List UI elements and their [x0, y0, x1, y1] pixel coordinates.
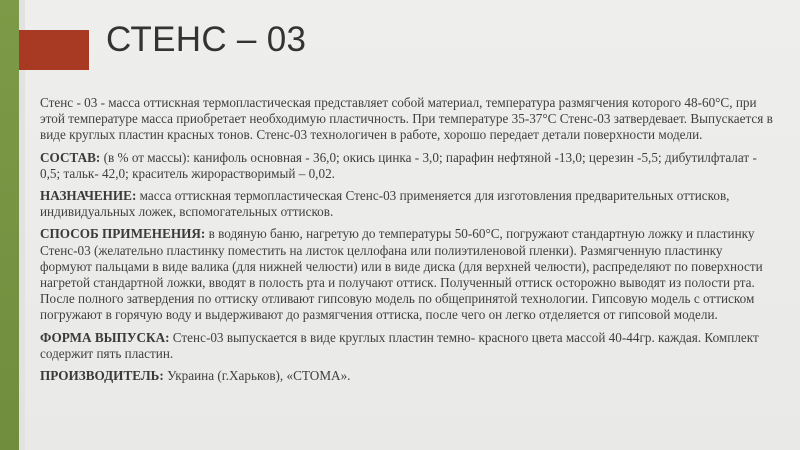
form-paragraph — [40, 330, 775, 362]
composition-text: (в % от массы): канифоль основная - 36,0; окись цинка - 3,0; парафин нефтяной -13,0; церезин -5,5; дибутилфталат - 0,5; тальк- 42,0; краситель жирорастворимый – 0,02. — [40, 149, 757, 181]
purpose-label: НАЗНАЧЕНИЕ: — [40, 188, 137, 204]
slide-content — [40, 95, 775, 390]
method-label: СПОСОБ ПРИМЕНЕНИЯ: — [40, 226, 206, 242]
manufacturer-text: Украина (г.Харьков), «СТОМА». — [163, 368, 351, 384]
intro-paragraph: Стенс - 03 - масса оттискная термопластическая представляет собой материал, температура размягчения которого 48-60°C, при этой температуре масса приобретает необходимую пластичность. При температуре 35-37°C Стенс-03 затвердевает. Выпускается в виде круглых пластин красных тонов. Стенс-03 технологичен в работе, хорошо передает детали поверхности модели. — [40, 95, 773, 143]
method-paragraph — [40, 226, 775, 323]
title-accent-block — [19, 30, 89, 70]
composition-label: СОСТАВ: — [40, 149, 101, 165]
left-decorative-bar — [0, 0, 19, 450]
form-text: Стенс-03 выпускается в виде круглых пластин темно- красного цвета массой 40-44гр. каждая. Комплект содержит пять пластин. — [40, 329, 759, 361]
method-text: в водяную баню, нагретую до температуры 50-60°С, погружают стандартную ложку и пластинку Стенс-03 (желательно пластинку поместить на листок целлофана или полиэтиленовой пленки). Размягченную пластинку формуют пальцами в виде валика (для нижней челюсти) или в виде диска (для верхней челюсти), распределяют по поверхности нагретой стандартной ложки, вводят в полость рта и получают оттиск. Полученный оттиск осторожно выводят из полости рта. После полного затвердения по оттиску отливают гипсовую модель по общепринятой технологии. Гипсовую модель с оттиском погружают в горячую воду и выдерживают до размягчения оттиска, после чего он легко отделяется от гипсовой модели. — [40, 226, 763, 323]
form-label: ФОРМА ВЫПУСКА: — [40, 329, 170, 345]
manufacturer-paragraph — [40, 368, 775, 384]
manufacturer-label: ПРОИЗВОДИТЕЛЬ: — [40, 368, 164, 384]
slide-title: СТЕНС – 03 — [106, 20, 307, 59]
purpose-text: масса оттискная термопластическая Стенс-03 применяется для изготовления предварительных оттисков, индивидуальных ложек, вспомогательных оттисков. — [40, 188, 730, 220]
purpose-paragraph — [40, 188, 775, 220]
composition-paragraph — [40, 150, 775, 182]
